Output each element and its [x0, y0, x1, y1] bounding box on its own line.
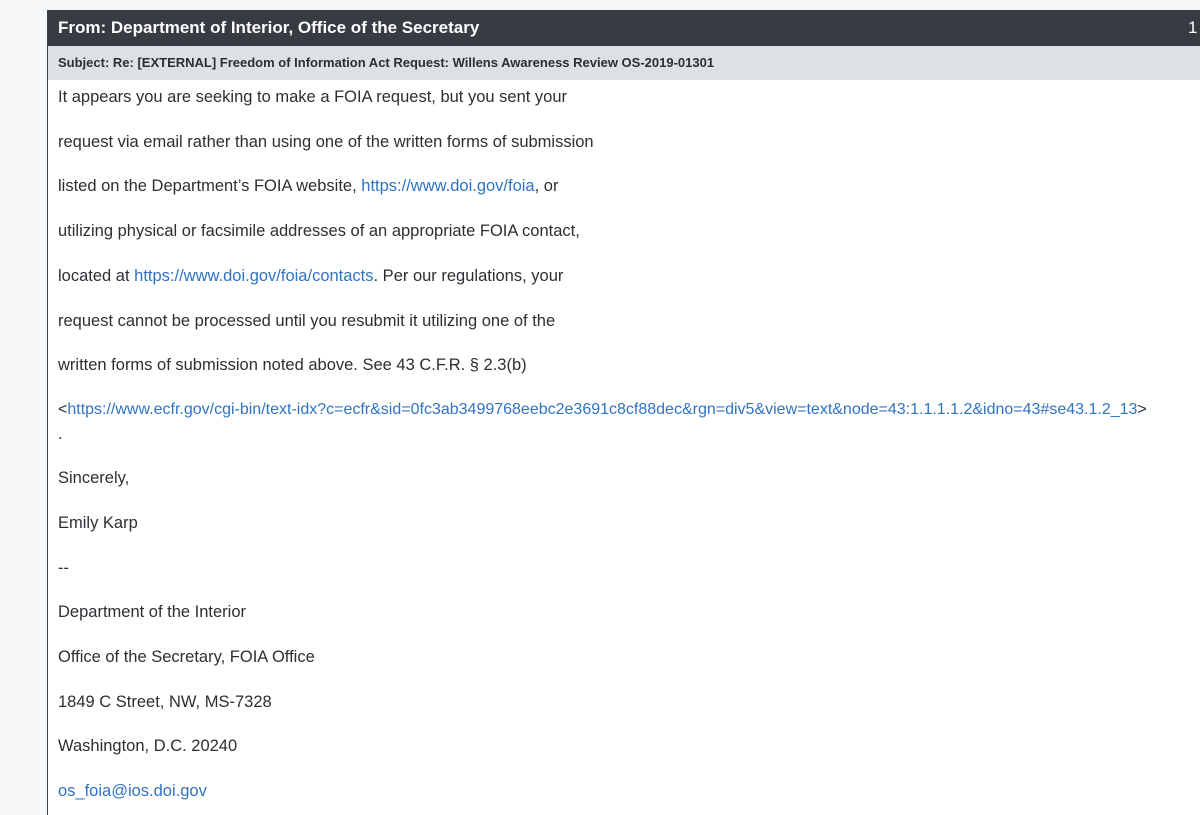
from-header: [48, 10, 1200, 46]
closing: Sincerely,: [58, 469, 130, 487]
body-line-5: [58, 264, 563, 288]
ecfr-regulation-link[interactable]: https://www.ecfr.gov/cgi-bin/text-idx?c=ecfr&sid=0fc3ab3499768eebc2e3691c8cf88dec&rgn=div5&view=text&node=43:1.1.1.1.2&idno=43#se43.1.2_13: [67, 401, 1138, 418]
body-line-3: [58, 174, 558, 198]
signature-org: Department of the Interior: [58, 603, 247, 621]
foia-contacts-link[interactable]: https://www.doi.gov/foia/contacts: [134, 267, 374, 285]
signature-separator: --: [58, 559, 69, 577]
body-line-9: .: [58, 425, 63, 443]
signature-office: Office of the Secretary, FOIA Office: [58, 648, 315, 666]
body-line-5-tail: . Per our regulations, your: [373, 267, 564, 285]
ecfr-link-open-bracket: <: [58, 401, 68, 418]
signature-street: 1849 C Street, NW, MS-7328: [58, 693, 272, 711]
body-line-1: It appears you are seeking to make a FOIA request, but you sent your: [58, 88, 568, 106]
body-line-5-text: located at: [58, 267, 135, 285]
from-label: From: Department of Interior, Office of the Secretary: [58, 18, 480, 37]
left-gutter: [0, 0, 47, 815]
foia-website-link[interactable]: https://www.doi.gov/foia: [361, 177, 535, 195]
sender-name: Emily Karp: [58, 514, 138, 532]
subject-header: [48, 46, 1200, 80]
body-line-4: utilizing physical or facsimile addresses of an appropriate FOIA contact,: [58, 222, 580, 240]
body-line-3-text: listed on the Department’s FOIA website,: [58, 177, 362, 195]
body-line-2: request via email rather than using one of the written forms of submission: [58, 133, 594, 151]
ecfr-link-close-bracket: >: [1137, 401, 1147, 418]
page-indicator: 1: [1188, 18, 1198, 37]
subject-label: Subject: Re: [EXTERNAL] Freedom of Information Act Request: Willens Awareness Review OS-2019-01301: [58, 55, 715, 70]
body-line-6: request cannot be processed until you resubmit it utilizing one of the: [58, 312, 556, 330]
body-line-3-tail: , or: [534, 177, 559, 195]
signature-city: Washington, D.C. 20240: [58, 737, 238, 755]
signature-email-line: [58, 779, 207, 803]
signature-email-link[interactable]: os_foia@ios.doi.gov: [58, 782, 207, 800]
email-message: [47, 10, 1200, 815]
body-line-8: [58, 398, 1147, 422]
body-line-7: written forms of submission noted above. See 43 C.F.R. § 2.3(b): [58, 356, 527, 374]
